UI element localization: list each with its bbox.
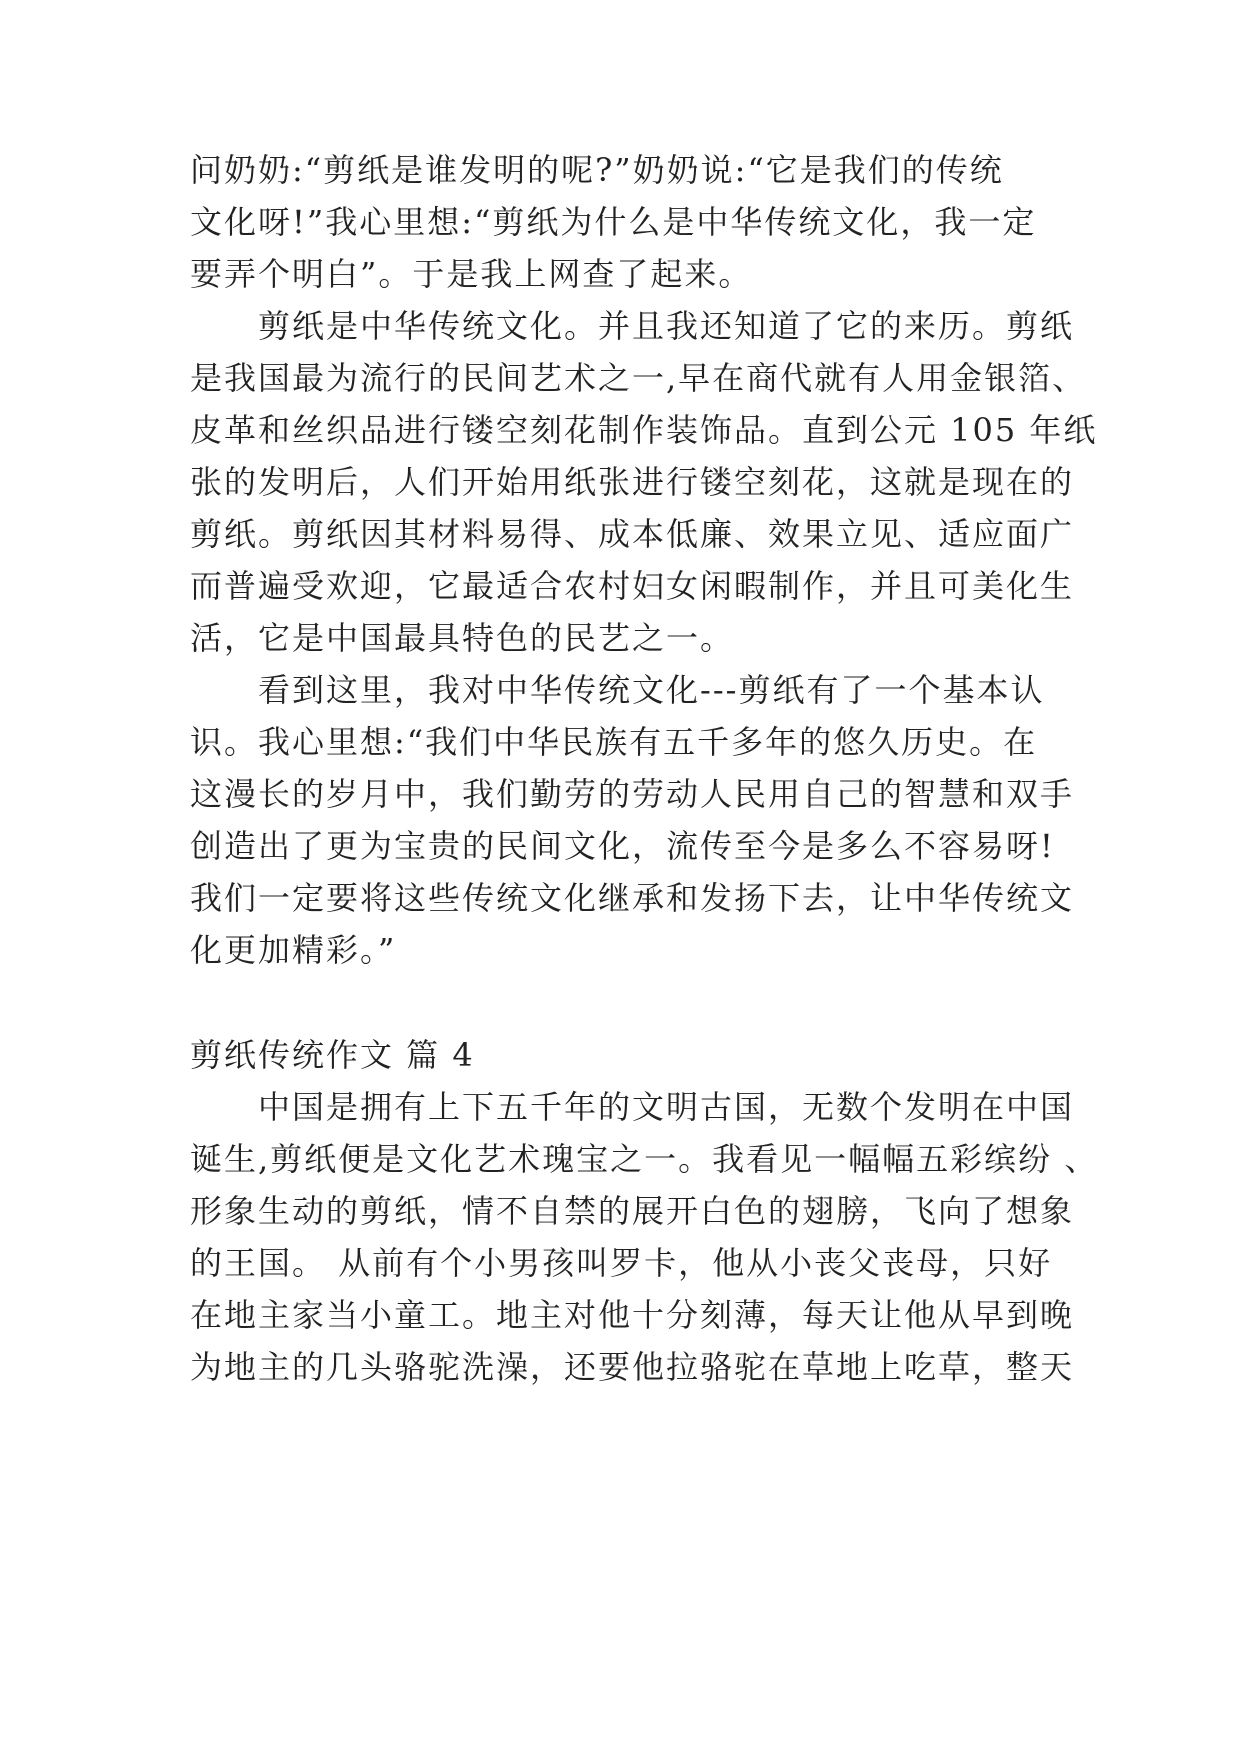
text-line: 问奶奶:“剪纸是谁发明的呢?”奶奶说:“它是我们的传统	[190, 151, 1004, 189]
text-line: 这漫长的岁月中，我们勤劳的劳动人民用自己的智慧和双手	[190, 775, 1075, 813]
text-line: 剪纸。剪纸因其材料易得、成本低廉、效果立见、适应面广	[190, 515, 1075, 553]
paragraph-first-line: 看到这里，我对中华传统文化---剪纸有了一个基本认	[258, 671, 1045, 709]
text-line: 诞生,剪纸便是文化艺术瑰宝之一。我看见一幅幅五彩缤纷 、	[190, 1140, 1099, 1178]
text-line: 而普遍受欢迎，它最适合农村妇女闲暇制作，并且可美化生	[190, 567, 1075, 605]
text-line: 张的发明后，人们开始用纸张进行镂空刻花，这就是现在的	[190, 463, 1075, 501]
text-line: 形象生动的剪纸，情不自禁的展开白色的翅膀，飞向了想象	[190, 1192, 1075, 1230]
text-line: 皮革和丝织品进行镂空刻花制作装饰品。直到公元 105 年纸	[190, 411, 1098, 449]
text-line: 要弄个明白”。于是我上网查了起来。	[190, 255, 753, 293]
text-line: 我们一定要将这些传统文化继承和发扬下去，让中华传统文	[190, 879, 1075, 917]
text-line: 的王国。 从前有个小男孩叫罗卡，他从小丧父丧母，只好	[190, 1244, 1053, 1282]
text-line: 是我国最为流行的民间艺术之一,早在商代就有人用金银箔、	[190, 359, 1087, 397]
text-line: 创造出了更为宝贵的民间文化，流传至今是多么不容易呀!	[190, 827, 1055, 865]
text-line: 在地主家当小童工。地主对他十分刻薄，每天让他从早到晚	[190, 1296, 1075, 1334]
text-line: 文化呀!”我心里想:“剪纸为什么是中华传统文化，我一定	[190, 203, 1037, 241]
paragraph-first-line: 中国是拥有上下五千年的文明古国，无数个发明在中国	[258, 1088, 1075, 1126]
text-line: 化更加精彩。”	[190, 931, 397, 969]
text-line: 为地主的几头骆驼洗澡，还要他拉骆驼在草地上吃草，整天	[190, 1348, 1075, 1386]
paragraph-first-line: 剪纸是中华传统文化。并且我还知道了它的来历。剪纸	[258, 307, 1075, 345]
section-heading: 剪纸传统作文 篇 4	[190, 1036, 475, 1074]
text-line: 活，它是中国最具特色的民艺之一。	[190, 619, 735, 657]
text-line: 识。我心里想:“我们中华民族有五千多年的悠久历史。在	[190, 723, 1038, 761]
